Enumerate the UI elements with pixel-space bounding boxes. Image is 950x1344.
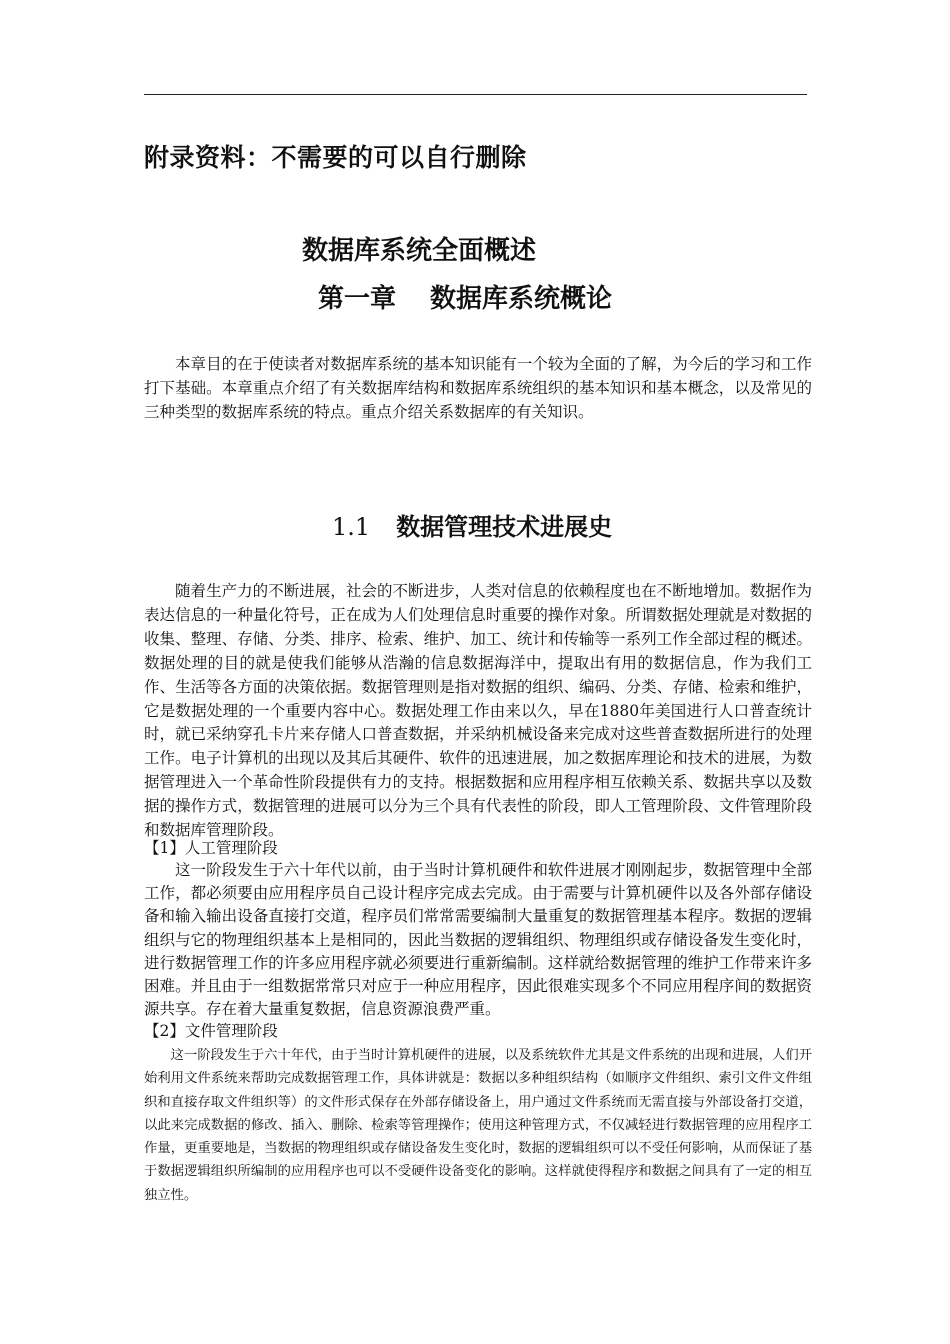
main-title: 数据库系统全面概述 bbox=[302, 236, 537, 266]
chapter-label: 第一章 bbox=[318, 284, 397, 314]
header-rule bbox=[144, 94, 807, 95]
stage2-heading: 【2】文件管理阶段 bbox=[144, 1022, 278, 1040]
section-title: 数据管理技术进展史 bbox=[396, 513, 613, 541]
chapter-name: 数据库系统概论 bbox=[430, 284, 613, 314]
appendix-title: 附录资料：不需要的可以自行删除 bbox=[144, 143, 527, 172]
stage1-paragraph: 这一阶段发生于六十年代以前，由于当时计算机硬件和软件进展才刚刚起步，数据管理中全部工作，都必须要由应用程序员自己设计程序完成去完成。由于需要与计算机硬件以及各外部存储设备和输入输出设备直接打交道，程序员们常常需要编制大量重复的数据管理基本程序。数据的逻辑组织与它的物理组织基本上是相同的，因此当数据的逻辑组织、物理组织或存储设备发生变化时，进行数据管理工作的许多应用程序就必须要进行重新编制。这样就给数据管理的维护工作带来许多困难。并且由于一组数据常常只对应于一种应用程序，因此很难实现多个不同应用程序间的数据资源共享。存在着大量重复数据，信息资源浪费严重。 bbox=[144, 861, 812, 1019]
section-heading bbox=[332, 507, 612, 542]
stage2-paragraph: 这一阶段发生于六十年代，由于当时计算机硬件的进展，以及系统软件尤其是文件系统的出现和进展，人们开始利用文件系统来帮助完成数据管理工作，具体讲就是：数据以多种组织结构（如顺序文件组织、索引文件文件组织和直接存取文件组织等）的文件形式保存在外部存储设备上，用户通过文件系统而无需直接与外部设备打交道，以此来完成数据的修改、插入、删除、检索等管理操作；使用这种管理方式，不仅减轻进行数据管理的应用程序工作量，更重要地是，当数据的物理组织或存储设备发生变化时，数据的逻辑组织可以不受任何影响，从而保证了基于数据逻辑组织所编制的应用程序也可以不受硬件设备变化的影响。这样就使得程序和数据之间具有了一定的相互独立性。 bbox=[144, 1048, 812, 1203]
chapter-title bbox=[318, 278, 612, 315]
intro-paragraph: 本章目的在于使读者对数据库系统的基本知识能有一个较为全面的了解，为今后的学习和工作打下基础。本章重点介绍了有关数据库结构和数据库系统组织的基本知识和基本概念，以及常见的三种类型的数据库系统的特点。重点介绍关系数据库的有关知识。 bbox=[144, 355, 812, 421]
stage1-heading: 【1】人工管理阶段 bbox=[144, 839, 278, 857]
section-number: 1.1 bbox=[332, 513, 371, 541]
section-paragraph: 随着生产力的不断进展，社会的不断进步，人类对信息的依赖程度也在不断地增加。数据作为表达信息的一种量化符号，正在成为人们处理信息时重要的操作对象。所谓数据处理就是对数据的收集、整理、存储、分类、排序、检索、维护、加工、统计和传输等一系列工作全部过程的概述。数据处理的目的就是使我们能够从浩瀚的信息数据海洋中，提取出有用的数据信息，作为我们工作、生活等各方面的决策依据。数据管理则是指对数据的组织、编码、分类、存储、检索和维护，它是数据处理的一个重要内容中心。数据处理工作由来以久，早在1880年美国进行人口普查统计时，就已采纳穿孔卡片来存储人口普查数据，并采纳机械设备来完成对这些普查数据所进行的处理工作。电子计算机的出现以及其后其硬件、软件的迅速进展，加之数据库理论和技术的进展，为数据管理进入一个革命性阶段提供有力的支持。根据数据和应用程序相互依赖关系、数据共享以及数据的操作方式，数据管理的进展可以分为三个具有代表性的阶段，即人工管理阶段、文件管理阶段和数据库管理阶段。 bbox=[144, 582, 812, 840]
